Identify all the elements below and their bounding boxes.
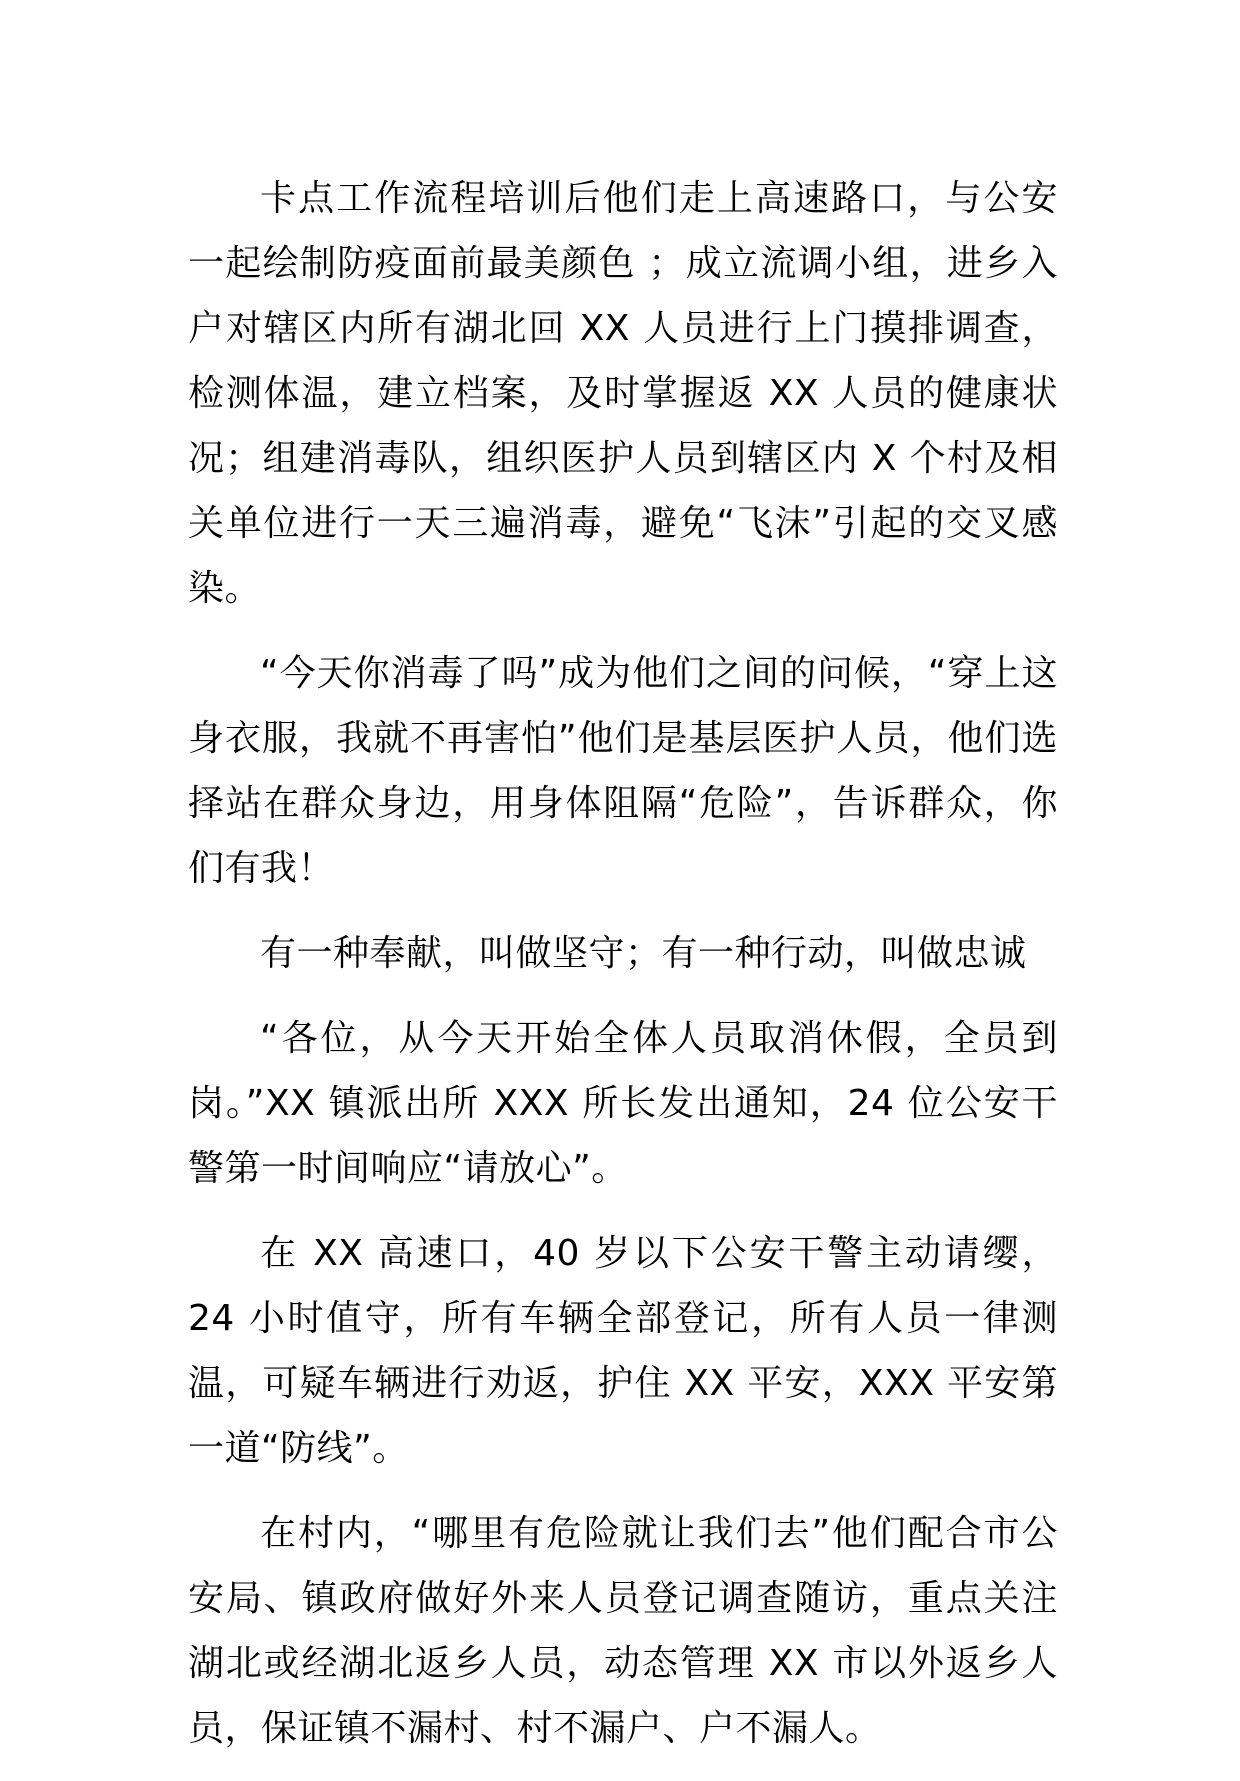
paragraph-highway-checkpoint: 在 XX 高速口，40 岁以下公安干警主动请缨，24 小时值守，所有车辆全部登记，所有人员一律测温，可疑车辆进行劝返，护住 XX 平安，XXX 平安第一道“防线”。	[188, 1233, 1058, 1469]
paragraph-police-notice: “各位，从今天开始全体人员取消休假，全员到岗。”XX 镇派出所 XXX 所长发出通知，24 位公安干警第一时间响应“请放心”。	[188, 1018, 1058, 1189]
paragraph-village-survey: 在村内，“哪里有危险就让我们去”他们配合市公安局、镇政府做好外来人员登记调查随访，重点关注湖北或经湖北返乡人员，动态管理 XX 市以外返乡人员，保证镇不漏村、村不漏户、户不漏人。	[188, 1513, 1058, 1749]
paragraph-epidemic-checkpoint: 卡点工作流程培训后他们走上高速路口，与公安一起绘制防疫面前最美颜色 ；成立流调小组，进乡入户对辖区内所有湖北回 XX 人员进行上门摸排调查，检测体温，建立档案，及时掌握返 XX 人员的健康状况；组建消毒队，组织医护人员到辖区内 X 个村及相关单位进行一天三遍消毒，避免“飞沫”引起的交叉感染。	[188, 178, 1058, 609]
document-page	[188, 166, 1058, 1781]
paragraph-medical-staff: “今天你消毒了吗”成为他们之间的问候，“穿上这身衣服，我就不再害怕”他们是基层医护人员，他们选择站在群众身边，用身体阻隔“危险”，告诉群众，你们有我！	[188, 653, 1058, 889]
section-heading-dedication: 有一种奉献，叫做坚守；有一种行动，叫做忠诚	[260, 933, 1027, 974]
